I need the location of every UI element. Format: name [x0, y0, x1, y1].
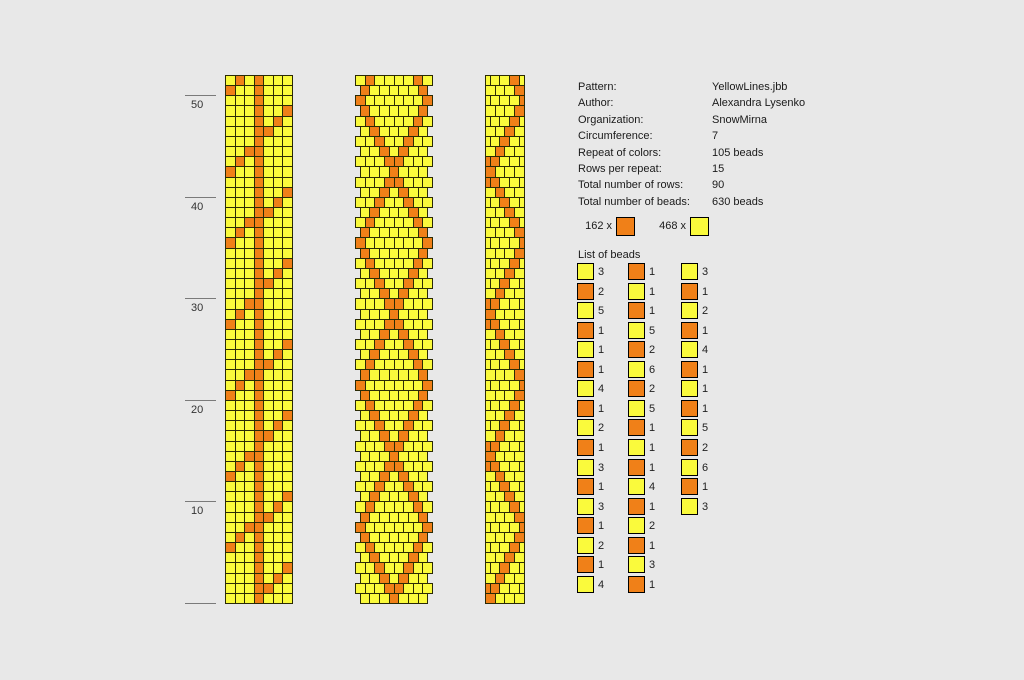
corrected-bead [418, 491, 428, 502]
corrected-bead [422, 217, 433, 228]
corrected-bead [422, 380, 433, 391]
bead-list-swatch-yellow [628, 556, 645, 573]
simulation-bead [519, 461, 525, 472]
bead-list-swatch-yellow [577, 498, 594, 515]
bead-count-label: 162 x [585, 220, 612, 232]
bead-list-count: 2 [598, 540, 605, 552]
bead-list-swatch-orange [628, 263, 645, 280]
bead-list-count: 3 [702, 266, 709, 278]
draft-bead [282, 166, 293, 178]
simulation-bead [514, 552, 525, 563]
bead-list-swatch-orange [577, 478, 594, 495]
info-value: SnowMirna [712, 114, 768, 126]
draft-bead [282, 85, 293, 96]
bead-list-count: 1 [702, 481, 709, 493]
simulation-bead [514, 288, 525, 299]
corrected-bead [422, 339, 433, 350]
simulation-bead [514, 512, 525, 523]
corrected-bead [418, 126, 428, 137]
corrected-bead [418, 166, 428, 178]
info-label: Rows per repeat: [578, 163, 662, 175]
draft-bead [282, 136, 293, 147]
corrected-bead [418, 593, 428, 604]
info-value: Alexandra Lysenko [712, 97, 806, 109]
corrected-bead [418, 349, 428, 360]
bead-list-swatch-yellow [628, 439, 645, 456]
orange-count-swatch [616, 217, 635, 236]
bead-list-swatch-yellow [577, 263, 594, 280]
simulation-bead [519, 116, 525, 127]
info-value: YellowLines.jbb [712, 81, 788, 93]
corrected-bead [422, 136, 433, 147]
bead-list-swatch-yellow [681, 302, 698, 319]
corrected-bead [422, 237, 433, 249]
corrected-bead [422, 522, 433, 533]
corrected-bead [422, 501, 433, 513]
draft-bead [282, 430, 293, 442]
simulation-bead [519, 420, 525, 431]
bead-list-count: 1 [702, 383, 709, 395]
simulation-bead [519, 583, 525, 594]
draft-bead [282, 75, 293, 86]
corrected-bead [422, 177, 433, 188]
corrected-bead [418, 248, 428, 259]
bead-list-count: 5 [649, 325, 656, 337]
bead-list-swatch-orange [628, 302, 645, 319]
bead-list-swatch-orange [577, 556, 594, 573]
draft-bead [282, 105, 293, 117]
draft-bead [282, 227, 293, 238]
draft-bead [282, 156, 293, 167]
ruler-tick [185, 197, 216, 198]
draft-bead [282, 420, 293, 431]
draft-bead [282, 542, 293, 553]
ruler-tick [185, 501, 216, 502]
corrected-bead [422, 278, 433, 289]
bead-list-swatch-orange [628, 419, 645, 436]
bead-list-swatch-yellow [681, 498, 698, 515]
simulation-bead [519, 298, 525, 310]
corrected-bead [418, 552, 428, 563]
simulation-bead [519, 156, 525, 167]
info-label: Pattern: [578, 81, 617, 93]
simulation-bead [514, 369, 525, 381]
bead-list-count: 1 [649, 442, 656, 454]
corrected-bead [418, 573, 428, 584]
bead-list-count: 5 [649, 403, 656, 415]
corrected-bead [422, 319, 433, 330]
simulation-bead [514, 248, 525, 259]
draft-bead [282, 522, 293, 533]
corrected-bead [418, 309, 428, 320]
bead-list-count: 4 [702, 344, 709, 356]
simulation-bead [519, 237, 525, 249]
corrected-bead [418, 85, 428, 96]
corrected-bead [418, 532, 428, 543]
corrected-bead [418, 430, 428, 442]
simulation-bead [514, 593, 525, 604]
info-label: Total number of rows: [578, 179, 684, 191]
bead-list-count: 1 [649, 305, 656, 317]
bead-list-count: 6 [702, 462, 709, 474]
corrected-bead [422, 156, 433, 167]
bead-list-count: 1 [649, 422, 656, 434]
simulation-bead [514, 166, 525, 178]
bead-list-count: 1 [702, 286, 709, 298]
draft-bead [282, 248, 293, 259]
bead-list-swatch-orange [681, 361, 698, 378]
draft-bead [282, 349, 293, 360]
simulation-bead [514, 227, 525, 238]
ruler-label: 30 [191, 302, 204, 314]
draft-bead [282, 258, 293, 269]
bead-list-count: 1 [702, 364, 709, 376]
draft-bead [282, 552, 293, 563]
ruler-tick [185, 95, 216, 96]
draft-bead [282, 410, 293, 421]
info-value: 630 beads [712, 196, 764, 208]
draft-bead [282, 217, 293, 228]
draft-bead [282, 491, 293, 502]
bead-list-count: 1 [598, 481, 605, 493]
simulation-bead [519, 177, 525, 188]
draft-bead [282, 583, 293, 594]
corrected-bead [422, 75, 433, 86]
bead-list-title: List of beads [578, 249, 641, 261]
simulation-bead [519, 501, 525, 513]
corrected-bead [418, 207, 428, 218]
bead-list-swatch-yellow [628, 517, 645, 534]
corrected-bead [418, 146, 428, 157]
corrected-bead [418, 512, 428, 523]
corrected-bead [418, 268, 428, 279]
simulation-bead [519, 217, 525, 228]
bead-list-count: 1 [598, 520, 605, 532]
simulation-bead [519, 562, 525, 574]
bead-list-swatch-yellow [628, 400, 645, 417]
info-label: Organization: [578, 114, 644, 126]
corrected-bead [418, 105, 428, 117]
corrected-bead [418, 187, 428, 198]
bead-count-label: 468 x [659, 220, 686, 232]
bead-list-swatch-yellow [577, 459, 594, 476]
bead-list-count: 2 [598, 422, 605, 434]
yellow-count-swatch [690, 217, 709, 236]
bead-list-swatch-orange [577, 322, 594, 339]
simulation-bead [514, 207, 525, 218]
bead-list-count: 1 [598, 364, 605, 376]
bead-list-count: 1 [598, 344, 605, 356]
bead-list-swatch-orange [681, 400, 698, 417]
bead-list-swatch-orange [577, 439, 594, 456]
bead-list-count: 1 [649, 540, 656, 552]
bead-list-swatch-yellow [577, 537, 594, 554]
bead-list-count: 1 [702, 403, 709, 415]
bead-list-swatch-yellow [681, 419, 698, 436]
bead-list-swatch-orange [681, 322, 698, 339]
bead-list-swatch-orange [628, 459, 645, 476]
draft-bead [282, 278, 293, 289]
draft-bead [282, 309, 293, 320]
bead-list-count: 1 [649, 501, 656, 513]
simulation-bead [514, 85, 525, 96]
simulation-bead [514, 146, 525, 157]
bead-list-swatch-yellow [628, 361, 645, 378]
info-value: 105 beads [712, 147, 764, 159]
bead-list-count: 1 [649, 579, 656, 591]
simulation-bead [514, 349, 525, 360]
draft-bead [282, 177, 293, 188]
simulation-bead [514, 126, 525, 137]
bead-list-count: 4 [598, 579, 605, 591]
simulation-bead [519, 197, 525, 208]
bead-list-count: 3 [598, 266, 605, 278]
simulation-bead [519, 380, 525, 391]
info-label: Author: [578, 97, 614, 109]
corrected-bead [422, 542, 433, 553]
simulation-bead [519, 542, 525, 553]
ruler-tick [185, 298, 216, 299]
draft-bead [282, 369, 293, 381]
bead-list-swatch-orange [577, 517, 594, 534]
bead-list-count: 6 [649, 364, 656, 376]
bead-list-count: 1 [649, 286, 656, 298]
bead-list-count: 1 [598, 559, 605, 571]
info-label: Total number of beads: [578, 196, 690, 208]
bead-list-swatch-yellow [577, 341, 594, 358]
bead-list-count: 1 [649, 266, 656, 278]
bead-list-swatch-orange [628, 341, 645, 358]
bead-list-swatch-yellow [577, 380, 594, 397]
bead-list-count: 5 [702, 422, 709, 434]
bead-list-swatch-orange [628, 537, 645, 554]
simulation-bead [514, 309, 525, 320]
bead-list-count: 4 [649, 481, 656, 493]
draft-bead [282, 441, 293, 452]
draft-bead [282, 116, 293, 127]
corrected-bead [422, 481, 433, 492]
draft-bead [282, 207, 293, 218]
simulation-bead [519, 136, 525, 147]
corrected-bead [418, 451, 428, 462]
ruler-label: 20 [191, 404, 204, 416]
bead-list-swatch-yellow [628, 283, 645, 300]
bead-list-count: 2 [702, 305, 709, 317]
draft-bead [282, 501, 293, 513]
bead-list-swatch-orange [628, 498, 645, 515]
bead-list-swatch-yellow [628, 478, 645, 495]
simulation-bead [514, 268, 525, 279]
draft-bead [282, 573, 293, 584]
draft-bead [282, 339, 293, 350]
draft-bead [282, 461, 293, 472]
bead-list-count: 1 [598, 325, 605, 337]
draft-bead [282, 146, 293, 157]
bead-list-swatch-orange [681, 478, 698, 495]
draft-bead [282, 197, 293, 208]
simulation-bead [514, 573, 525, 584]
ruler-label: 50 [191, 99, 204, 111]
bead-list-count: 1 [649, 462, 656, 474]
corrected-bead [422, 258, 433, 269]
simulation-bead [514, 329, 525, 340]
corrected-bead [422, 116, 433, 127]
bead-list-swatch-yellow [681, 459, 698, 476]
bead-list-swatch-orange [628, 576, 645, 593]
bead-list-swatch-yellow [577, 576, 594, 593]
simulation-bead [519, 400, 525, 411]
bead-list-count: 2 [702, 442, 709, 454]
bead-list-count: 3 [649, 559, 656, 571]
draft-bead [282, 268, 293, 279]
simulation-bead [519, 319, 525, 330]
bead-list-count: 2 [649, 344, 656, 356]
ruler-label: 40 [191, 201, 204, 213]
corrected-bead [422, 197, 433, 208]
bead-list-swatch-yellow [577, 302, 594, 319]
info-label: Circumference: [578, 130, 653, 142]
simulation-bead [519, 339, 525, 350]
corrected-bead [422, 400, 433, 411]
bead-list-count: 1 [598, 442, 605, 454]
simulation-bead [519, 258, 525, 269]
simulation-bead [514, 410, 525, 421]
bead-list-swatch-orange [681, 439, 698, 456]
bead-list-count: 2 [649, 520, 656, 532]
bead-list-swatch-yellow [681, 263, 698, 280]
bead-list-swatch-yellow [681, 341, 698, 358]
bead-list-swatch-yellow [628, 322, 645, 339]
corrected-bead [422, 95, 433, 106]
simulation-bead [514, 390, 525, 401]
draft-bead [282, 359, 293, 370]
draft-bead [282, 288, 293, 299]
info-value: 90 [712, 179, 725, 191]
bead-list-swatch-orange [628, 380, 645, 397]
corrected-bead [418, 410, 428, 421]
simulation-bead [519, 522, 525, 533]
draft-bead [282, 390, 293, 401]
corrected-bead [418, 227, 428, 238]
bead-list-count: 3 [598, 501, 605, 513]
draft-bead [282, 298, 293, 310]
simulation-bead [514, 532, 525, 543]
bead-list-swatch-orange [577, 361, 594, 378]
bead-list-count: 5 [598, 305, 605, 317]
bead-list-count: 2 [598, 286, 605, 298]
draft-bead [282, 512, 293, 523]
draft-bead [282, 593, 293, 604]
simulation-bead [514, 187, 525, 198]
bead-list-count: 1 [702, 325, 709, 337]
draft-bead [282, 237, 293, 249]
simulation-bead [514, 105, 525, 117]
corrected-bead [418, 288, 428, 299]
simulation-bead [519, 75, 525, 86]
corrected-bead [422, 359, 433, 370]
bead-list-count: 3 [702, 501, 709, 513]
draft-bead [282, 481, 293, 492]
draft-bead [282, 451, 293, 462]
bead-list-count: 3 [598, 462, 605, 474]
ruler-tick [185, 400, 216, 401]
simulation-bead [519, 95, 525, 106]
corrected-bead [422, 583, 433, 594]
simulation-bead [519, 359, 525, 370]
simulation-bead [514, 491, 525, 502]
ruler-label: 10 [191, 505, 204, 517]
corrected-bead [418, 471, 428, 482]
draft-bead [282, 471, 293, 482]
draft-bead [282, 95, 293, 106]
simulation-bead [514, 471, 525, 482]
bead-list-swatch-yellow [577, 419, 594, 436]
bead-list-swatch-orange [577, 400, 594, 417]
bead-list-swatch-orange [577, 283, 594, 300]
bead-list-count: 2 [649, 383, 656, 395]
draft-bead [282, 329, 293, 340]
corrected-bead [422, 420, 433, 431]
simulation-bead [519, 278, 525, 289]
corrected-bead [418, 329, 428, 340]
draft-bead [282, 532, 293, 543]
corrected-bead [418, 390, 428, 401]
info-value: 7 [712, 130, 719, 142]
corrected-bead [422, 441, 433, 452]
bead-list-count: 4 [598, 383, 605, 395]
bead-list-swatch-orange [681, 283, 698, 300]
draft-bead [282, 400, 293, 411]
corrected-bead [422, 461, 433, 472]
draft-bead [282, 380, 293, 391]
corrected-bead [418, 369, 428, 381]
draft-bead [282, 126, 293, 137]
info-value: 15 [712, 163, 725, 175]
bead-list-count: 1 [598, 403, 605, 415]
draft-bead [282, 187, 293, 198]
simulation-bead [519, 441, 525, 452]
corrected-bead [422, 298, 433, 310]
corrected-bead [422, 562, 433, 574]
ruler-tick [185, 603, 216, 604]
simulation-bead [514, 451, 525, 462]
simulation-bead [514, 430, 525, 442]
draft-bead [282, 562, 293, 574]
simulation-bead [519, 481, 525, 492]
info-label: Repeat of colors: [578, 147, 662, 159]
bead-list-swatch-yellow [681, 380, 698, 397]
draft-bead [282, 319, 293, 330]
